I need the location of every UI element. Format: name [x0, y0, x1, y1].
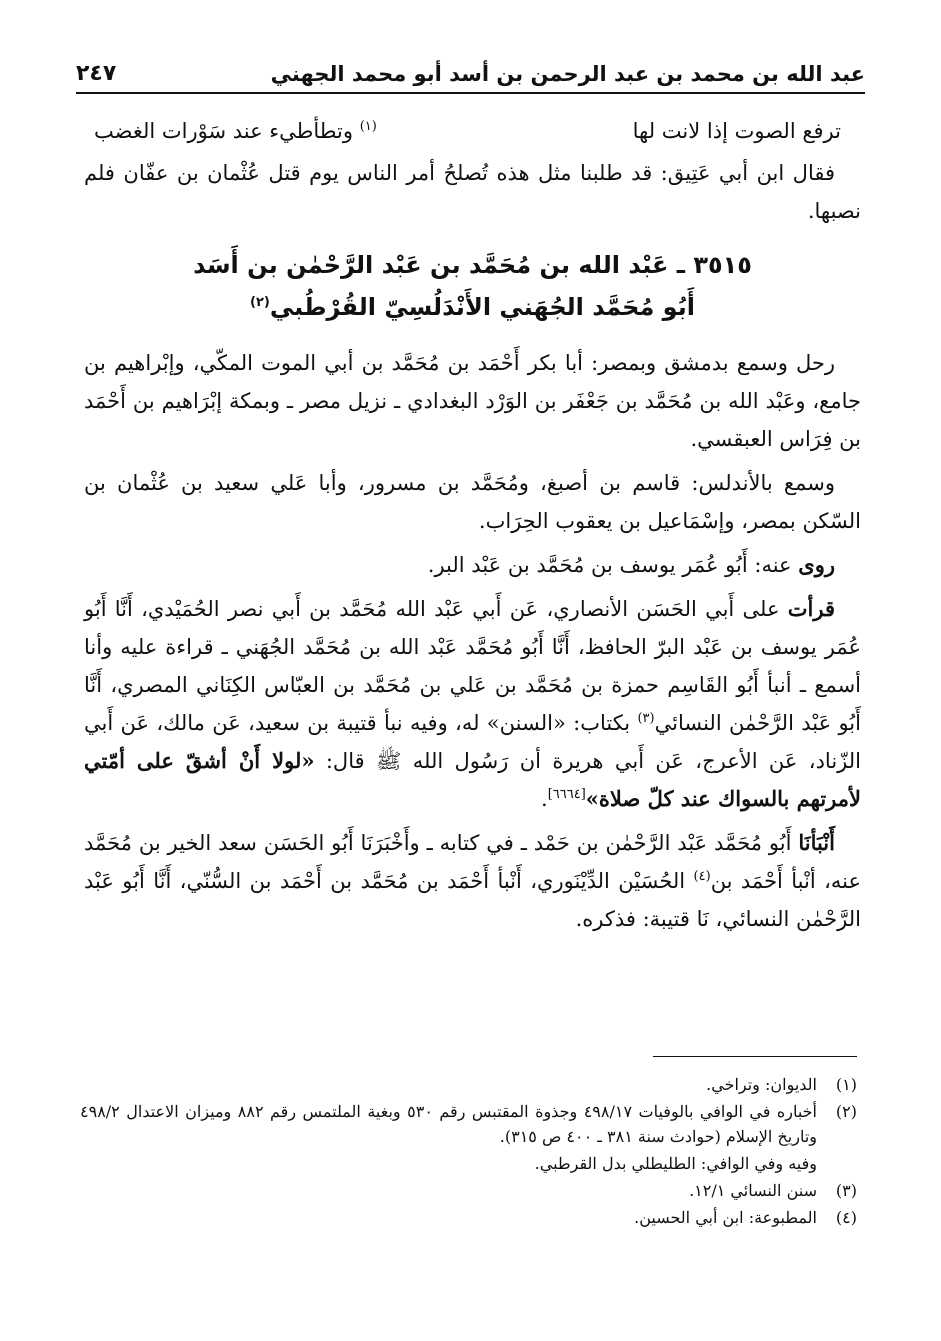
second-isnad-text-b: الحُسَيْن الدِّيْنَوري، أَنْبأ أَحْمَد بن مُحَمَّد بن أَحْمَد بن السُّنّي، أَنَّا أَبُو عَبْد الرَّحْمٰن النسائي، نَا قتيبة: فذكره. — [84, 869, 861, 931]
isnad-paragraph: قرأت على أَبي الحَسَن الأنصاري، عَن أَبي عَبْد الله مُحَمَّد بن أَبي نصر الحُمَيْدي، أَنَّا أَبُو عُمَر يوسف بن عَبْد البرّ الحافظ، أَنَّا أَبُو مُحَمَّد عَبْد الله بن مُحَمَّد الجُهَني ـ قراءة عليه وأنا أسمع ـ أنبأ أَبُو القَاسِم حمزة بن مُحَمَّد بن عَلي بن مُحَمَّد بن العبّاس الكِنَاني المصري، أَنَّا أَبُو عَبْد الرَّحْمٰن النسائي$^{(٣)}$ بكتاب: «السنن» له، وفيه نبأ قتيبة بن سعيد، عَن مالك، عَن أَبي الزّناد، عَن الأعرج، عَن أَبي هريرة أن رَسُول الله ﷺ قال: «لولا أَنْ أشقّ على أمّتي لأمرتهم بالسواك عند كلّ صلاة»[٦٦٦٤]. — [84, 596, 861, 811]
main-text — [84, 112, 861, 944]
footnote-2 — [80, 1099, 857, 1149]
isnad-text-a: على أَبي الحَسَن الأنصاري، عَن أَبي عَبْد الله مُحَمَّد بن أَبي نصر الحُمَيْدي، أَنَّا أَبُو عُمَر يوسف بن عَبْد البرّ الحافظ، أَنَّا أَبُو مُحَمَّد عَبْد الله بن مُحَمَّد الجُهَني ـ قراءة عليه وأنا أسمع ـ أنبأ أَبُو القَاسِم حمزة بن مُحَمَّد بن عَلي بن مُحَمَّد بن العبّاس الكِنَاني المصري، أَنَّا أَبُو عَبْد الرَّحْمٰن النسائي — [84, 597, 861, 735]
second-isnad-paragraph — [84, 824, 861, 938]
entry-number: ٣٥١٥ — [693, 251, 752, 279]
footnote-4 — [80, 1205, 857, 1230]
footnote-text: الديوان: وتراخي. — [706, 1075, 817, 1094]
isnad-text-b: بكتاب: «السنن» له، وفيه نبأ قتيبة بن سعيد، عَن مالك، عَن أَبي الزّناد، عَن الأعرج، عَن أَبي هريرة أن رَسُول الله ﷺ قال: — [84, 711, 861, 773]
second-isnad-lead: أَنْبَأنَا — [798, 830, 835, 855]
hadith-number: [٦٦٦٤] — [547, 787, 586, 802]
entry-name: عَبْد الله بن مُحَمَّد بن عَبْد الرَّحْمٰن بن أَسَد — [193, 251, 669, 279]
page-number: ٢٤٧ — [76, 61, 117, 86]
entry-heading-line1: ٣٥١٥ ـ عَبْد الله بن مُحَمَّد بن عَبْد الرَّحْمٰن بن أَسَد — [193, 251, 752, 279]
entry-heading — [84, 244, 861, 328]
verse-hemistich-left: وتطأطيء عند سَوْرات الغضب — [94, 119, 354, 143]
entry-heading-line2 — [84, 286, 861, 328]
running-head — [76, 44, 865, 94]
narrators-paragraph — [84, 546, 861, 584]
travel-paragraph: رحل وسمع بدمشق وبمصر: أبا بكر أَحْمَد بن مُحَمَّد بن أبي الموت المكّي، وإبْراهيم بن جامع، وعَبْد الله بن مُحَمَّد بن جَعْفَر بن الوَرْد البغدادي ـ نزيل مصر ـ وبمكة إبْرَاهيم بن أَحْمَد بن فِرَاس العبقسي. — [84, 351, 861, 451]
narrated-text: عنه: أَبُو عُمَر يوسف بن مُحَمَّد بن عَبْد البر. — [427, 553, 792, 577]
footnote-1 — [80, 1072, 857, 1097]
hadith-text: «لولا أَنْ أشقّ على أمّتي لأمرتهم بالسواك عند كلّ صلاة» — [84, 748, 861, 811]
footnote-number: (٣) — [835, 1181, 857, 1200]
intro-paragraph: فقال ابن أبي عَتِيق: قد طلبنا مثل هذه تُصلحُ أمر الناس يوم قتل عُثْمان بن عفّان فلم نصبها. — [84, 161, 861, 223]
narrated-lead: روى — [798, 552, 835, 577]
second-isnad-text-a: أَبُو مُحَمَّد عَبْد الرَّحْمٰن بن حَمْد ـ في كتابه ـ وأَخْبَرَنَا أَبُو الحَسَن سعد الخير بن مُحَمَّد عنه، أنْبأ أَحْمَد بن — [84, 831, 861, 893]
running-head-title: عبد الله بن محمد بن عبد الرحمن بن أسد أبو محمد الجهني — [270, 62, 865, 86]
footnote-2-continuation: وفيه وفي الوافي: الطليطلي بدل القرطبي. — [534, 1154, 817, 1173]
footnote-ref-4: (٤) — [693, 869, 711, 884]
poem-verse — [84, 112, 861, 150]
verse-hemistich-left-wrap — [94, 112, 377, 150]
footnotes — [80, 1072, 857, 1232]
footnote-text: أخباره في الوافي بالوفيات ٤٩٨/١٧ وجذوة المقتبس رقم ٥٣٠ وبغية الملتمس رقم ٨٨٢ وميزان الاعتدال ٤٩٨/٢ وتاريخ الإسلام (حوادث سنة ٣٨١ ـ ٤٠٠ ص ٣١٥). — [80, 1102, 818, 1146]
footnote-separator — [653, 1056, 857, 1057]
footnote-ref-3: (٣) — [637, 711, 655, 726]
footnote-text: سنن النسائي ١٢/١. — [689, 1181, 817, 1200]
verse-hemistich-right: ترفع الصوت إذا لانت لها — [632, 119, 841, 143]
footnote-3 — [80, 1178, 857, 1203]
footnote-ref-1: (١) — [359, 119, 377, 134]
footnote-number: (١) — [835, 1075, 857, 1094]
andalus-paragraph: وسمع بالأندلس: قاسم بن أصبغ، ومُحَمَّد بن مسرور، وأبا عَلي سعيد بن عُثْمان بن السّكن بمصر، وإسْمَاعيل بن يعقوب الحِرَاب. — [84, 471, 861, 533]
footnote-text: المطبوعة: ابن أبي الحسين. — [634, 1208, 817, 1227]
isnad-lead: قرأت — [787, 596, 835, 621]
footnote-number: (٤) — [835, 1208, 857, 1227]
footnote-ref-2: (٢) — [250, 295, 270, 310]
entry-kunya: أَبُو مُحَمَّد الجُهَني الأَنْدَلُسِيّ القُرْطُبي — [269, 293, 695, 321]
footnote-number: (٢) — [835, 1102, 857, 1121]
